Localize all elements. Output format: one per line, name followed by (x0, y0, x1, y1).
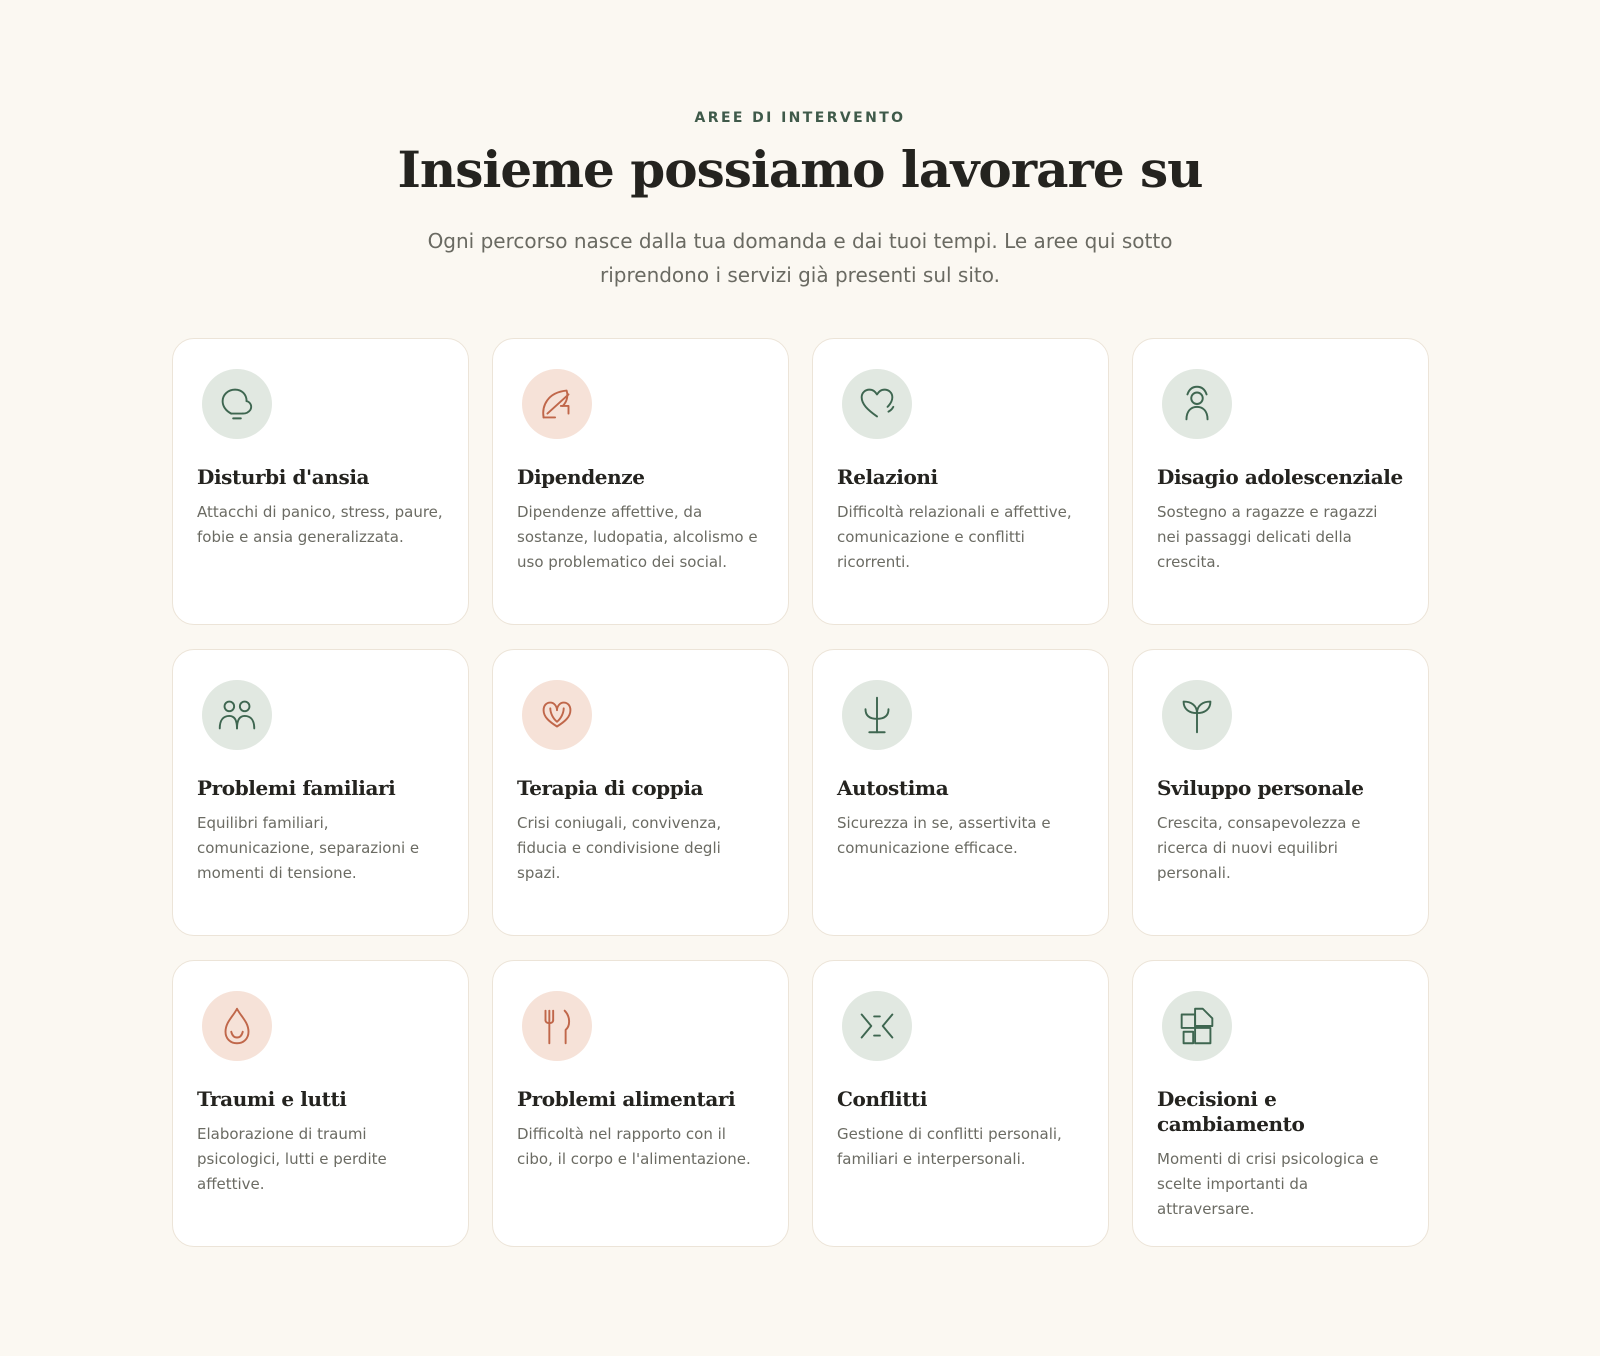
area-card-description: Elaborazione di traumi psicologici, lutti e perdite affettive. (197, 1125, 387, 1193)
broken-leaf-icon (522, 369, 592, 439)
heart-icon (842, 369, 912, 439)
shapes-icon (1162, 991, 1232, 1061)
lightbulb-icon (202, 369, 272, 439)
area-card-title: Decisioni e cambiamento (1157, 1087, 1305, 1136)
area-card-description: Dipendenze affettive, da sostanze, ludopatia, alcolismo e uso problematico dei social. (517, 503, 758, 571)
double-heart-icon (522, 680, 592, 750)
area-card-description: Attacchi di panico, stress, paure, fobie e ansia generalizzata. (197, 503, 443, 546)
area-card-title: Dipendenze (517, 465, 645, 489)
drop-icon (202, 991, 272, 1061)
section-title: Insieme possiamo lavorare su (397, 140, 1203, 199)
area-card-description: Crisi coniugali, convivenza, fiducia e condivisione degli spazi. (517, 814, 722, 882)
areas-grid (172, 338, 1428, 1247)
area-card-title: Relazioni (837, 465, 938, 489)
person-icon (1162, 369, 1232, 439)
area-card-adolescence[interactable] (1132, 338, 1429, 625)
area-card-description: Crescita, consapevolezza e ricerca di nuovi equilibri personali. (1157, 814, 1361, 882)
area-card-addictions[interactable] (492, 338, 789, 625)
fork-knife-icon (522, 991, 592, 1061)
area-card-description: Sicurezza in se, assertivita e comunicazione efficace. (837, 814, 1051, 857)
area-card-description: Sostegno a ragazze e ragazzi nei passaggi delicati della crescita. (1157, 503, 1378, 571)
area-card-title: Sviluppo personale (1157, 776, 1364, 800)
area-card-description: Equilibri familiari, comunicazione, separazioni e momenti di tensione. (197, 814, 420, 882)
area-card-anxiety[interactable] (172, 338, 469, 625)
conflict-arrows-icon (842, 991, 912, 1061)
area-card-relations[interactable] (812, 338, 1109, 625)
area-card-title: Autostima (837, 776, 949, 800)
area-card-description: Difficoltà nel rapporto con il cibo, il corpo e l'alimentazione. (517, 1125, 751, 1168)
area-card-description: Difficoltà relazionali e affettive, comunicazione e conflitti ricorrenti. (837, 503, 1072, 571)
area-card-self-esteem[interactable] (812, 649, 1109, 936)
area-card-decisions[interactable] (1132, 960, 1429, 1247)
area-card-title: Terapia di coppia (517, 776, 704, 800)
area-card-title: Problemi alimentari (517, 1087, 736, 1111)
area-card-family[interactable] (172, 649, 469, 936)
sprout-icon (1162, 680, 1232, 750)
area-card-conflicts[interactable] (812, 960, 1109, 1247)
area-card-title: Traumi e lutti (197, 1087, 347, 1111)
area-card-personal-growth[interactable] (1132, 649, 1429, 936)
section-eyebrow: AREE DI INTERVENTO (694, 110, 906, 126)
balance-icon (842, 680, 912, 750)
area-card-title: Problemi familiari (197, 776, 396, 800)
people-icon (202, 680, 272, 750)
area-card-title: Disturbi d'ansia (197, 465, 370, 489)
section-subtitle: Ogni percorso nasce dalla tua domanda e dai tuoi tempi. Le aree qui sotto riprendono i servizi già presenti sul sito. (427, 229, 1173, 287)
area-card-trauma[interactable] (172, 960, 469, 1247)
area-card-description: Gestione di conflitti personali, familiari e interpersonali. (837, 1125, 1062, 1168)
area-card-title: Disagio adolescenziale (1157, 465, 1403, 489)
area-card-description: Momenti di crisi psicologica e scelte importanti da attraversare. (1157, 1150, 1379, 1218)
area-card-couple[interactable] (492, 649, 789, 936)
area-card-title: Conflitti (837, 1087, 928, 1111)
area-card-eating[interactable] (492, 960, 789, 1247)
